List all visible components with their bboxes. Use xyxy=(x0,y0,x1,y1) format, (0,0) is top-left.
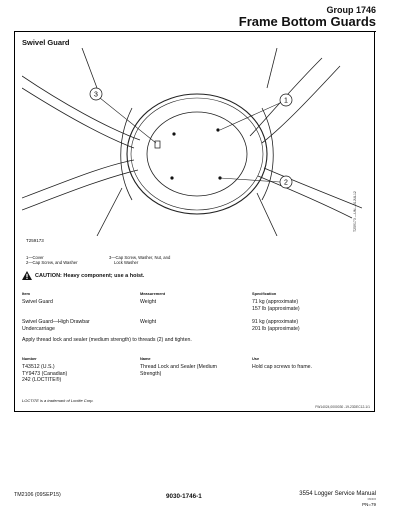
table1-header-measurement: Measurement xyxy=(140,291,166,296)
frame-top-edge xyxy=(82,48,97,88)
table2-header-number: Number xyxy=(22,356,37,361)
instruction-text: Apply thread lock and sealer (medium strength) to threads (2) and tighten. xyxy=(22,337,192,343)
figure-ref: T259173 xyxy=(26,238,44,243)
frame-beam-upper-left-2 xyxy=(22,88,134,148)
section-title: Swivel Guard xyxy=(22,38,70,47)
table1-header-specification: Specification xyxy=(252,291,277,296)
document-id: FW14024,0000030 -19-23DEC12-1/1 xyxy=(315,405,370,409)
frame-bottom-edge xyxy=(97,188,122,236)
footer-pn: PN=79 xyxy=(362,502,376,507)
table1-row2-spec1: 91 kg (approximate) xyxy=(252,319,299,325)
footer-manual-title: 3554 Logger Service Manual xyxy=(299,491,376,497)
table2-number-1: T43512 (U.S.) xyxy=(22,364,55,370)
frame-bottom-edge-2 xyxy=(257,193,277,236)
legend-item-1: 1—Cover xyxy=(26,255,44,260)
table1-row2-measurement: Weight xyxy=(140,319,157,325)
legend-item-2: 2—Cap Screw, and Washer xyxy=(26,260,78,265)
cap-screw-dot xyxy=(172,132,175,135)
table1-row1-measurement: Weight xyxy=(140,299,157,305)
warning-triangle-icon xyxy=(22,271,32,280)
table1-row2-item: Swivel Guard—High Drawbar xyxy=(22,319,90,325)
swivel-guard-outer-2 xyxy=(131,98,263,210)
page-title: Frame Bottom Guards xyxy=(238,14,376,29)
callout-3: 3 xyxy=(94,91,98,99)
frame-beam-upper-left xyxy=(22,76,140,140)
swivel-guard-figure xyxy=(22,48,362,236)
footer-page-number: 9030-1746-1 xyxy=(166,493,202,500)
legend-item-3: 3—Cap Screw, Washer, Nut, and xyxy=(109,255,171,260)
frame-beam-lower-left xyxy=(22,160,134,198)
table2-name-2: Strength) xyxy=(140,370,162,377)
frame-beam-lower-right-2 xyxy=(264,168,362,208)
table1-header-item: Item xyxy=(22,291,30,296)
table2-number-3: 242 (LOCTITE®) xyxy=(22,377,62,383)
cap-screw-dot xyxy=(170,176,173,179)
frame-beam-upper-right-2 xyxy=(262,66,340,143)
table1-row1-spec2: 157 lb (approximate) xyxy=(252,306,300,312)
caution-text: CAUTION: Heavy component; use a hoist. xyxy=(35,273,145,279)
frame-beam-lower-right xyxy=(258,176,352,218)
frame-top-edge-2 xyxy=(267,48,277,88)
table1-row1-item: Swivel Guard xyxy=(22,299,53,305)
table1-row1-spec1: 71 kg (approximate) xyxy=(252,299,299,305)
figure-side-id: T259173 —UN—31JUL12 xyxy=(353,191,357,232)
cap-screw-nut xyxy=(155,141,160,148)
cap-screw-dot xyxy=(216,128,219,131)
group-number: Group 1746 xyxy=(326,5,376,15)
footer-manual-id: TM2106 (09SEP15) xyxy=(14,492,61,498)
frame-arc-right xyxy=(262,108,273,200)
table2-use: Hold cap screws to frame. xyxy=(252,364,312,370)
table2-name-1: Thread Lock and Sealer (Medium xyxy=(140,364,217,370)
footer-date-code: 080915 xyxy=(367,498,376,501)
table2-header-name: Name xyxy=(140,356,151,361)
trademark-note: LOCTITE is a trademark of Loctite Corp. xyxy=(22,398,94,403)
table1-row2-spec2: 201 lb (approximate) xyxy=(252,326,300,332)
legend-item-3-cont: Lock Washer xyxy=(114,260,139,265)
table2-number-2: TY9473 (Canadian) xyxy=(22,370,68,377)
callout-1: 1 xyxy=(284,97,288,105)
table2-header-use: Use xyxy=(252,356,260,361)
callout-2: 2 xyxy=(284,179,288,187)
frame-arc-left xyxy=(121,108,132,200)
table1-row2-item-cont: Undercarriage xyxy=(22,326,55,332)
